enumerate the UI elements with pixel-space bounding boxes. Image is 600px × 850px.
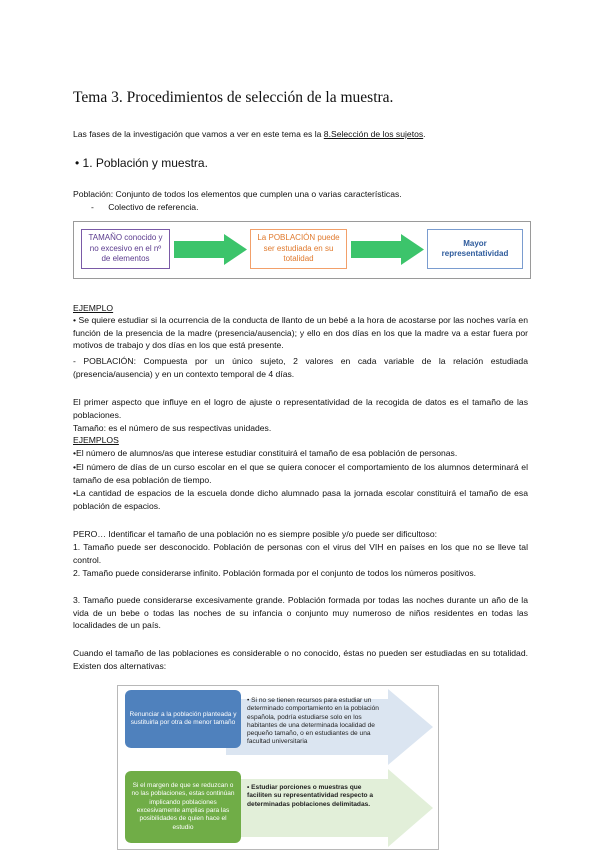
alternative-1-box: Renunciar a la población planteada y sustituirla por otra de menor tamaño xyxy=(125,690,241,748)
sub-item: - Colectivo de referencia. xyxy=(91,202,199,212)
ejemplo-item-3: •La cantidad de espacios de la escuela donde dicho alumnado pasa la jornada escolar constituirá el tamaño de esa población de espacios. xyxy=(73,488,528,511)
page-title: Tema 3. Procedimientos de selección de la muestra. xyxy=(73,89,394,106)
ejemplos-heading: EJEMPLOS xyxy=(73,435,119,445)
ejemplo-item-1: •El número de alumnos/as que interese estudiar constituirá el tamaño de esa población de personas. xyxy=(73,448,458,458)
flow-box-representatividad: Mayor representatividad xyxy=(427,229,523,269)
pero-item-2: 2. Tamaño puede considerarse infinito. Población formada por el conjunto de todos los números positivos. xyxy=(73,568,477,578)
flow-box-tamano: TAMAÑO conocido y no excesivo en el nº de elementos xyxy=(81,229,170,269)
intro-link[interactable]: 8.Selección de los sujetos xyxy=(323,129,424,139)
intro-end: . xyxy=(423,129,426,139)
intro-paragraph xyxy=(73,128,528,141)
tamano-definition: Tamaño: es el número de sus respectivas unidades. xyxy=(73,423,272,433)
alternative-2-box: Si el margen de que se reduzcan o no las poblaciones, estas continúan implicando poblaciones excesivamente amplias para las posibilidades de quien hace el estudio xyxy=(125,771,241,843)
alternative-2-text: • Estudiar porciones o muestras que faciliten su representatividad respecto a determinadas poblaciones delimitadas. xyxy=(247,784,374,808)
intro-text: Las fases de la investigación que vamos a ver en este tema es la xyxy=(73,129,324,139)
section-heading: • 1. Población y muestra. xyxy=(75,156,208,170)
ejemplo-heading: EJEMPLO xyxy=(73,303,114,313)
cuando-paragraph: Cuando el tamaño de las poblaciones es considerable o no conocido, éstas no pueden ser estudiadas en su totalidad. Existen dos alternativas: xyxy=(73,648,528,671)
pero-intro: PERO… Identificar el tamaño de una población no es siempre posible y/o puede ser dificultoso: xyxy=(73,529,438,539)
pero-item-1: 1. Tamaño puede ser desconocido. Población de personas con el virus del VIH en países en los que no se lleve tal control. xyxy=(73,542,528,565)
alternatives-diagram xyxy=(117,685,439,850)
pero-item-3: 3. Tamaño puede considerarse excesivamente grande. Población formada por todas las noches durante un año de la vida de un bebe o todas las noches de su infancia o conjunto muy numeroso de niños residentes en todas las localidades de un país. xyxy=(73,595,528,631)
ejemplo-paragraph-1: • Se quiere estudiar si la ocurrencia de la conducta de llanto de un bebé a la hora de acostarse por las noches varía en función de la presencia de la madre (presencia/ausencia); y ello en dos días en los que la madre va a estar fuera por motivos de trabajo y dos días en los que está presente. xyxy=(73,315,528,351)
ejemplo-item-2: •El número de días de un curso escolar en el que se quiera conocer el comportamiento de los alumnos determinará el tamaño de esa población de tiempo. xyxy=(73,462,528,485)
flow-diagram xyxy=(73,221,531,279)
flow-arrow-1 xyxy=(174,234,247,265)
ejemplo-paragraph-2: - POBLACIÓN: Compuesta por un único sujeto, 2 valores en cada variable de la relación estudiada (presencia/ausencia) y en un contexto temporal de 4 días. xyxy=(73,356,528,379)
alternative-1-text: • Si no se tienen recursos para estudiar un determinado comportamiento en la población española, podría estudiarse solo en los habitantes de una determinada localidad de pequeño tamaño, o en estudiantes de una facultad universitaria xyxy=(247,697,379,746)
poblacion-definition: Población: Conjunto de todos los elementos que cumplen una o varias características. xyxy=(73,189,402,199)
flow-box-poblacion: La POBLACIÓN puede ser estudiada en su totalidad xyxy=(250,229,347,269)
aspecto-paragraph: El primer aspecto que influye en el logro de ajuste o representatividad de la recogida de datos es el tamaño de las poblaciones. xyxy=(73,397,528,420)
flow-arrow-2 xyxy=(351,234,424,265)
